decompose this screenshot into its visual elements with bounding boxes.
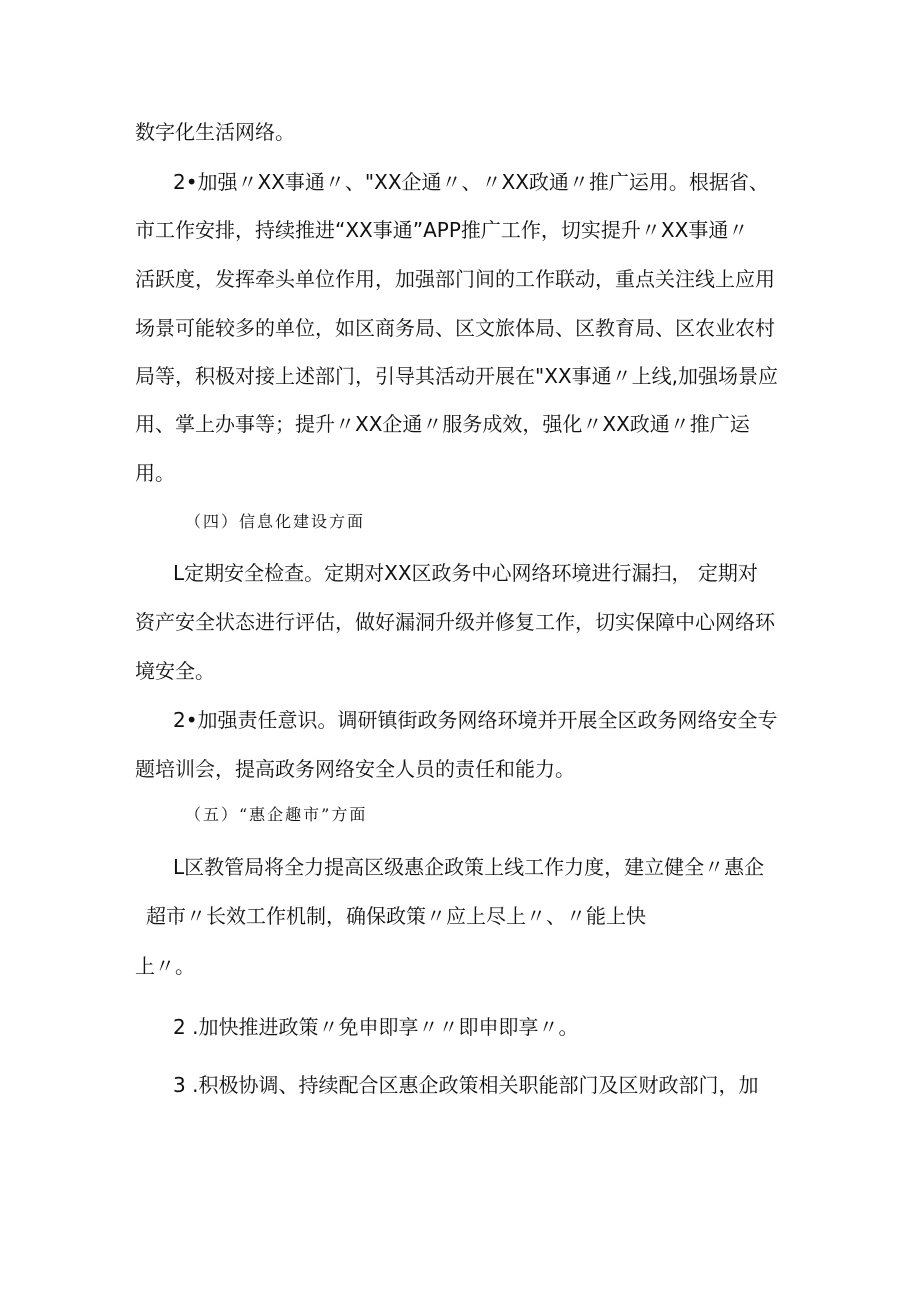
body-line: 境安全。 — [135, 659, 215, 683]
section-heading: （四）信息化建设方面 — [185, 512, 366, 531]
body-line: L定期安全检查。定期对XX区政务中心网络环境进行漏扫， 定期对 — [173, 561, 758, 585]
body-line: 活跃度，发挥牵头单位作用，加强部门间的工作联动，重点关注线上应用 — [135, 267, 775, 291]
body-line: 2•加强〃XX事通〃、"XX企通〃、〃XX政通〃推广运用。根据省、 — [173, 170, 769, 194]
body-line: 2 .加快推进政策〃免申即享〃〃即申即享〃。 — [173, 1015, 579, 1039]
body-line: 3 .积极协调、持续配合区惠企政策相关职能部门及区财政部门，加 — [173, 1073, 759, 1097]
body-line: 超市〃长效工作机制，确保政策〃应上尽上〃、〃能上快 — [146, 904, 646, 928]
body-line: 题培训会，提高政务网络安全人员的责任和能力。 — [135, 757, 575, 781]
body-line: 局等，积极对接上述部门，引导其活动开展在"XX事通〃上线,加强场景应 — [135, 364, 778, 388]
body-line: 资产安全状态进行评估，做好漏洞升级并修复工作，切实保障中心网络环 — [135, 610, 775, 634]
body-line: 数字化生活网络。 — [135, 120, 295, 144]
body-line: 用。 — [135, 461, 175, 485]
body-line: 市工作安排，持续推进“XX事通”APP推广工作，切实提升〃XX事通〃 — [135, 218, 749, 242]
body-line: 上〃。 — [135, 954, 195, 978]
body-line: L区教管局将全力提高区级惠企政策上线工作力度，建立健全〃惠企 — [173, 855, 765, 879]
body-line: 用、掌上办事等；提升〃XX企通〃服务成效，强化〃XX政通〃推广运 — [135, 412, 750, 436]
body-line: 2•加强责任意识。调研镇街政务网络环境并开展全区政务网络安全专 — [173, 708, 778, 732]
body-line: 场景可能较多的单位，如区商务局、区文旅体局、区教育局、区农业农村 — [135, 316, 775, 340]
section-heading: （五）“惠企趣市”方面 — [185, 805, 368, 824]
